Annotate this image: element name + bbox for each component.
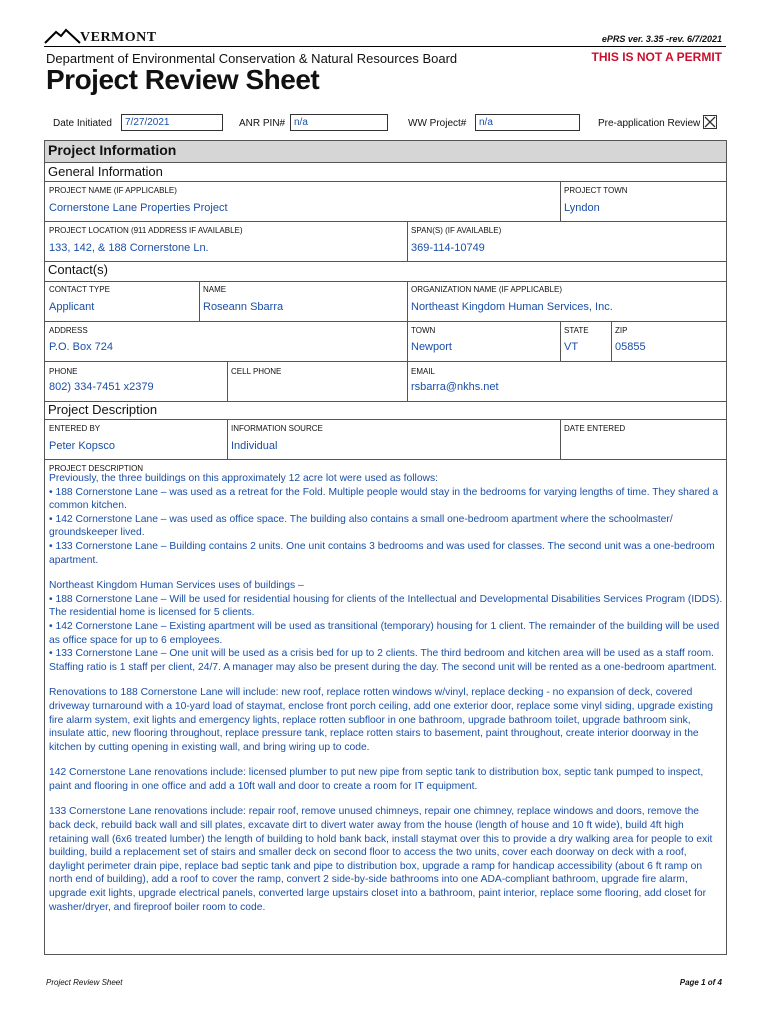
anr-pin-label: ANR PIN#: [239, 118, 286, 129]
date-entered-label: DATE ENTERED: [564, 424, 626, 433]
description-bullet: • 133 Cornerstone Lane – Building contains 2 units. One unit contains 3 bedrooms and was used for classes. The second unit was a one-bedroom apartment.: [49, 540, 715, 566]
divider: [407, 321, 408, 361]
checkbox-x-icon: [704, 116, 716, 128]
divider: [45, 321, 726, 322]
description-bullet: • 133 Cornerstone Lane – One unit will be used as a crisis bed for up to 2 clients. The third bedroom and kitchen area will be used as a staff room. Staffing ratio is 1 staff per client, 24/7. A manager may also be present during the day. The second unit will be rented as a one-bedroom apartment.: [49, 648, 717, 673]
contact-name-label: NAME: [203, 285, 227, 294]
contact-name-field[interactable]: Roseann Sbarra: [203, 301, 284, 313]
state-field[interactable]: VT: [564, 341, 579, 353]
date-initiated-label: Date Initiated: [53, 118, 112, 129]
section-title-project-information: Project Information: [45, 141, 726, 163]
description-paragraph: Renovations to 188 Cornerstone Lane will include: new roof, replace rotten windows w/vinyl, replace decking - no expansion of deck, covered driveway turnaround with a 10-yard load of staymat, enclose front porch ceiling, add one exterior door, replace some vinyl siding, upgrade existing fire alarm system, exit lights and emergency lights, replace rotten subfloor in one bathroom, upgrade bathroom toilet, upgrade bathroom sink, insulate attic, new flooring throughout, replace pressure tank, replace rotten stairs to basement, paint throughout, create interior doorway in the kitchen by cutting opening in existing wall, and bring wiring up to code.: [49, 687, 713, 753]
description-bullet: • 188 Cornerstone Lane – Will be used for residential housing for clients of the Intellectual and Developmental Disabilities Services Program (IDDS). The residential home is licensed for 5 clients.: [49, 593, 723, 619]
entered-by-label: ENTERED BY: [49, 424, 101, 433]
mountain-logo-icon: [44, 27, 82, 45]
description-paragraph: 142 Cornerstone Lane renovations include: licensed plumber to put new pipe from septic tank to distribution box, septic tank pumped to inspect, paint and flooring in one office and add a 10ft wall and door to create a room for IT equipment.: [49, 767, 704, 792]
phone-label: PHONE: [49, 367, 78, 376]
description-bullet: • 188 Cornerstone Lane – was used as a retreat for the Fold. Multiple people would stay in the bedrooms for varying lengths of time. They shared a common kitchen.: [49, 486, 719, 512]
zip-label: ZIP: [615, 326, 628, 335]
contacts-heading: Contact(s): [48, 262, 108, 277]
organization-label: ORGANIZATION NAME (IF APPLICABLE): [411, 285, 562, 294]
description-paragraph: Previously, the three buildings on this approximately 12 acre lot were used as follows:: [49, 473, 439, 484]
divider: [227, 361, 228, 401]
department-name: Department of Environmental Conservation & Natural Resources Board: [46, 51, 458, 66]
preapp-review-label: Pre-application Review: [598, 118, 701, 129]
contact-type-field[interactable]: Applicant: [49, 301, 95, 313]
cell-phone-label: CELL PHONE: [231, 367, 282, 376]
description-paragraph: 133 Cornerstone Lane renovations include: repair roof, remove unused chimneys, repair one chimney, replace windows and doors, remove the back deck, rebuild back wall and sill plates, excavate dirt to divert water away from the house (length of house and 10 ft wide), build 4ft high retaining wall (6x6 treated lumber) the length of building to hold bank back, install staymat over this to provide a dry walking area for people to exit building, build a replacement set of stairs and smaller deck on second floor to access the two units, cover each doorway on deck with a roof, daylight perimeter drain pipe, replace bad septic tank and pipe to distribution box, upgrade a ramp for handicap accessibility (about 6 ft ramp on north end of building), add a roof to cover the ramp, convert 2 side-by-side bathrooms into one ADA-compliant bathroom, upgrade fire alarm, upgrade exit lights, upgrade electrical panels, converted large upstairs closet into a bathroom, paint interior, replace some flooring, add closet for washer/dryer, and fireproof boiler room to code.: [49, 806, 713, 913]
vermont-logo: [44, 27, 157, 47]
divider: [407, 221, 408, 261]
project-town-field[interactable]: Lyndon: [564, 202, 600, 214]
project-location-field[interactable]: 133, 142, & 188 Cornerstone Ln.: [49, 242, 209, 254]
description-bullet: • 142 Cornerstone Lane – was used as office space. The building also contains a small one-bedroom apartment where the schoolmaster/ groundskeeper lived.: [49, 513, 673, 539]
not-permit-notice: THIS IS NOT A PERMIT: [591, 50, 722, 64]
information-source-label: INFORMATION SOURCE: [231, 424, 323, 433]
divider: [45, 459, 726, 460]
divider: [45, 419, 726, 420]
email-label: EMAIL: [411, 367, 436, 376]
project-description-label: PROJECT DESCRIPTION: [49, 464, 144, 473]
divider: [45, 361, 726, 362]
version-label: ePRS ver. 3.35 -rev. 6/7/2021: [601, 34, 722, 44]
project-description-heading: Project Description: [48, 402, 158, 417]
address-label: ADDRESS: [49, 326, 88, 335]
divider: [560, 321, 561, 361]
divider: [199, 281, 200, 321]
town-field[interactable]: Newport: [411, 341, 452, 353]
footer-document-name: Project Review Sheet: [46, 978, 123, 987]
project-town-label: PROJECT TOWN: [564, 186, 628, 195]
town-label: TOWN: [411, 326, 436, 335]
entered-by-field[interactable]: Peter Kopsco: [49, 440, 116, 452]
divider: [45, 221, 726, 222]
divider: [227, 419, 228, 459]
zip-field[interactable]: 05855: [615, 341, 646, 353]
divider: [560, 181, 561, 221]
divider: [45, 181, 726, 182]
ww-project-field[interactable]: n/a: [475, 114, 580, 131]
information-source-field[interactable]: Individual: [231, 440, 278, 452]
project-information-form: [44, 140, 727, 955]
logo-text: VERMONT: [80, 30, 157, 45]
project-location-label: PROJECT LOCATION (911 ADDRESS IF AVAILABLE): [49, 226, 243, 235]
preapp-review-checkbox[interactable]: [703, 115, 717, 129]
email-field[interactable]: rsbarra@nkhs.net: [411, 381, 499, 393]
organization-field[interactable]: Northeast Kingdom Human Services, Inc.: [411, 301, 613, 313]
description-bullet: • 142 Cornerstone Lane – Existing apartment will be used as transitional (temporary) housing for 1 client. The remainder of the building will be used as office space for up to 6 employees.: [49, 620, 720, 646]
divider: [560, 419, 561, 459]
date-initiated-field[interactable]: 7/27/2021: [121, 114, 223, 131]
header-rule: [44, 46, 726, 47]
page-title: Project Review Sheet: [46, 64, 320, 95]
divider: [45, 261, 726, 262]
divider: [45, 281, 726, 282]
phone-field[interactable]: 802) 334-7451 x2379: [49, 381, 154, 393]
address-field[interactable]: P.O. Box 724: [49, 341, 114, 353]
divider: [407, 361, 408, 401]
span-label: SPAN(S) (IF AVAILABLE): [411, 226, 502, 235]
description-paragraph: Northeast Kingdom Human Services uses of buildings –: [49, 580, 304, 592]
project-description-field[interactable]: [49, 472, 723, 914]
footer-page-number: Page 1 of 4: [679, 978, 722, 987]
project-name-label: PROJECT NAME (IF APPLICABLE): [49, 186, 177, 195]
contact-type-label: CONTACT TYPE: [49, 285, 110, 294]
general-information-heading: General Information: [48, 164, 163, 179]
anr-pin-field[interactable]: n/a: [290, 114, 388, 131]
state-label: STATE: [564, 326, 589, 335]
span-field[interactable]: 369-114-10749: [411, 242, 485, 254]
divider: [611, 321, 612, 361]
divider: [407, 281, 408, 321]
project-name-field[interactable]: Cornerstone Lane Properties Project: [49, 202, 228, 214]
ww-project-label: WW Project#: [408, 118, 467, 129]
